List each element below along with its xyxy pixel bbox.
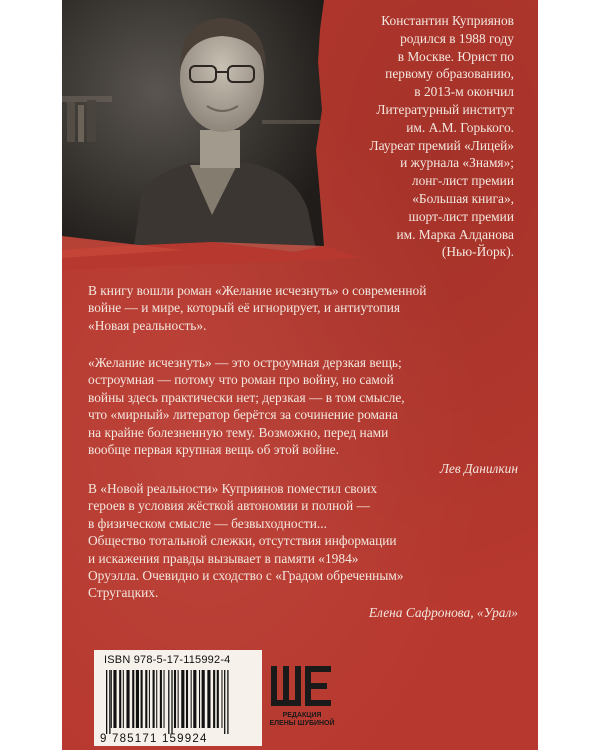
isbn-label: ISBN 978-5-17-115992-4 xyxy=(104,654,231,666)
quote-line: Оруэлла. Очевидно и сходство с «Градом обреченным» xyxy=(88,568,404,584)
description-line: войне — и мире, который её игнорирует, и антиутопия xyxy=(88,300,401,316)
book-back-cover xyxy=(62,0,538,750)
bio-line: им. А.М. Горького. xyxy=(406,119,514,135)
bio-line: лонг-лист премии xyxy=(411,173,514,189)
bio-line: шорт-лист премии xyxy=(408,208,514,224)
bio-line: им. Марка Алданова xyxy=(396,226,514,242)
description-line: В книгу вошли роман «Желание исчезнуть» о современной xyxy=(88,283,427,298)
bio-line: Лауреат премий «Лицей» xyxy=(369,137,514,153)
quote-line: В «Новой реальности» Куприянов поместил своих xyxy=(88,481,378,496)
publisher-caption-line: ЕЛЕНЫ ШУБИНОЙ xyxy=(269,720,335,727)
quote-line: войны здесь практически нет; дерзкая — в том смысле, xyxy=(88,389,405,405)
isbn-barcode xyxy=(94,650,262,746)
review-quote-safronova xyxy=(88,480,518,621)
bio-line: и журнала «Знамя»; xyxy=(400,155,514,171)
barcode-bars xyxy=(94,650,262,746)
review-quote-danilkin xyxy=(88,354,518,478)
quote-line: Стругацких. xyxy=(88,585,159,601)
quote-line: героев в условия жёсткой автономии и полной — xyxy=(88,498,370,514)
quote-author: Елена Сафронова, «Урал» xyxy=(368,604,518,620)
description-line: «Новая реальность». xyxy=(88,317,207,333)
quote-line: «Желание исчезнуть» — это остроумная дерзкая вещь; xyxy=(88,355,402,370)
bio-line: первому образованию, xyxy=(385,66,514,82)
quote-line: вообще первая крупная вещь об этой войне. xyxy=(88,442,339,458)
bio-line: Константин Куприянов xyxy=(381,13,514,28)
barcode-digits: 9 785171 159924 xyxy=(100,733,208,745)
publisher-logo xyxy=(267,660,337,740)
quote-line: Общество тотальной слежки, отсутствия информации xyxy=(88,533,397,549)
quote-line: остроумная — потому что роман про войну, но самой xyxy=(88,372,394,388)
bio-line: в 2013-м окончил xyxy=(414,84,514,100)
bio-line: «Большая книга», xyxy=(412,190,514,206)
bio-line: (Нью-Йорк). xyxy=(441,244,514,260)
bio-line: Литературный институт xyxy=(376,101,514,117)
quote-line: что «мирный» литератор берётся за сочинение романа xyxy=(88,407,398,423)
publisher-caption-line: РЕДАКЦИЯ xyxy=(282,712,322,719)
bio-line: родился в 1988 году xyxy=(400,30,514,46)
bio-line: в Москве. Юрист по xyxy=(397,48,514,64)
publisher-caption xyxy=(267,712,337,728)
author-bio xyxy=(274,12,514,261)
book-description xyxy=(88,282,518,334)
publisher-logo-mark xyxy=(267,660,337,712)
quote-line: на крайне болезненную тему. Возможно, перед нами xyxy=(88,424,389,440)
quote-line: и искажения правды вызывает в памяти «1984» xyxy=(88,550,359,566)
quote-line: в физическом смысле — безвыходности... xyxy=(88,515,327,531)
quote-author: Лев Данилкин xyxy=(439,461,518,477)
